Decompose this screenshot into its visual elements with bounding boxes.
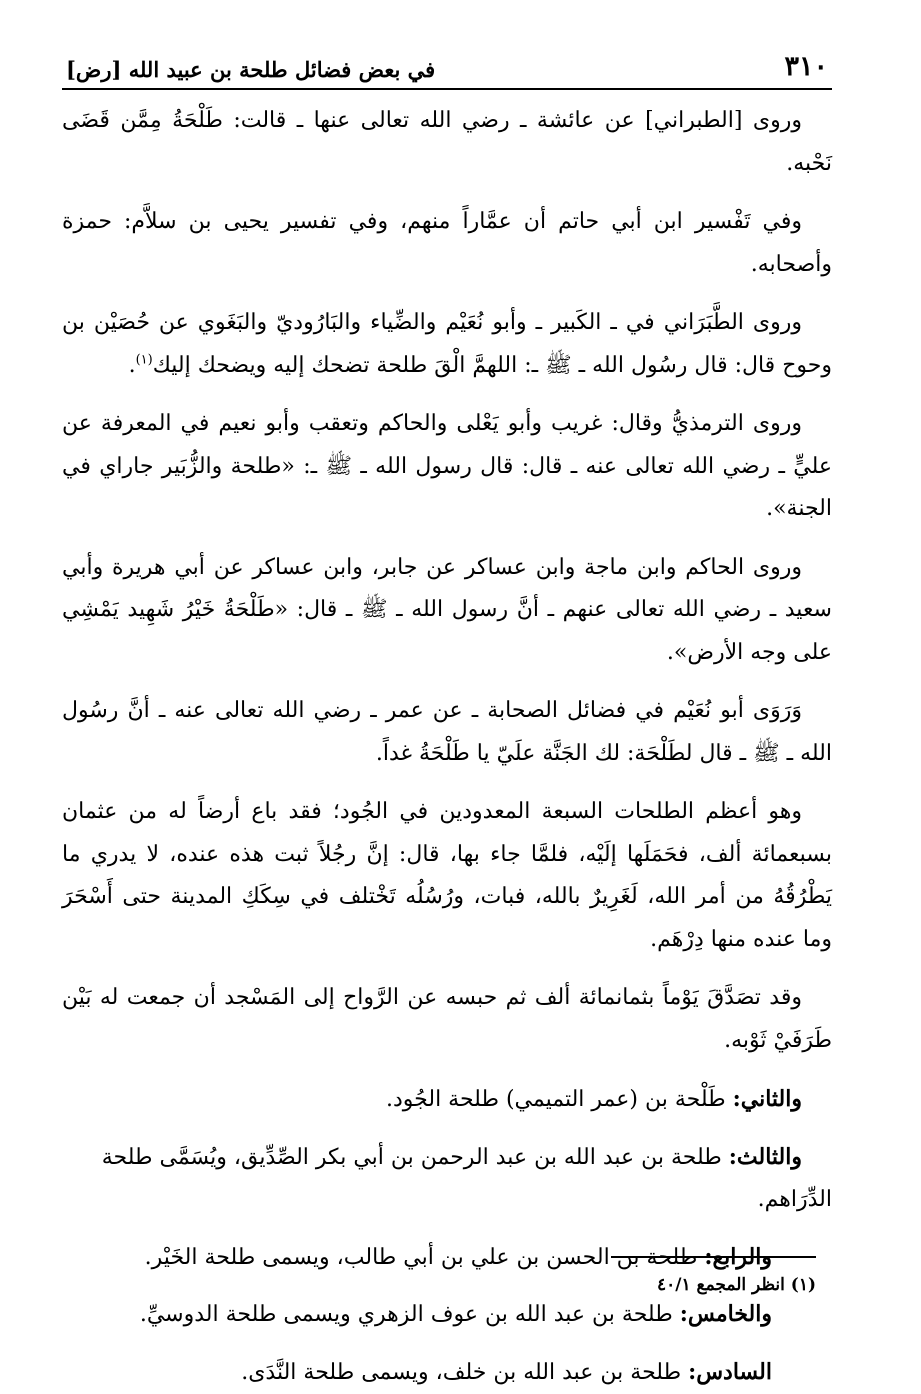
entry-text: طلحة بن عبد الله بن عوف الزهري ويسمى طلحة الدوسيِّ. — [140, 1302, 680, 1327]
entry-label: والثاني: — [733, 1086, 802, 1112]
footnote-divider — [611, 1256, 816, 1258]
paragraph: وَرَوَى أبو نُعَيْم في فضائل الصحابة ـ عن عمر ـ رضي الله تعالى عنه ـ أنَّ رسُول الله ـ ﷺ ـ قال لطَلْحَة: لك الجَنَّة علَيّ يا طَلْحَةُ غداً. — [62, 690, 832, 775]
entry-text: طلحة بن الحسن بن علي بن أبي طالب، ويسمى طلحة الخَيْر. — [145, 1245, 705, 1270]
list-item — [62, 1136, 832, 1222]
entry-label: السادس: — [688, 1359, 772, 1385]
paragraph: وروى الحاكم وابن ماجة وابن عساكر عن جابر، وابن عساكر عن أبي هريرة وأبي سعيد ـ رضي الله تعالى عنهم ـ أنَّ رسول الله ـ ﷺ ـ قال: «طَلْحَةُ خَيْرُ شَهِيد يَمْشِي على وجه الأرض». — [62, 547, 832, 675]
entry-label: والثالث: — [729, 1144, 802, 1170]
list-item — [62, 1293, 832, 1337]
paragraph: وقد تصَدَّقَ يَوْماً بثمانمائة ألف ثم حبسه عن الرَّواح إلى المَسْجد أن جمعت له بَيْن طَرَفَيْ ثَوْبه. — [62, 977, 832, 1062]
running-title: في بعض فضائل طلحة بن عبيد الله [رض] — [66, 57, 435, 82]
footnote-reference: (١) — [136, 352, 153, 367]
entry-text: طلحة بن عبد الله بن خلف، ويسمى طلحة النَّدَى. — [241, 1360, 688, 1385]
book-page — [62, 40, 832, 1340]
paragraph: وروى الترمذيُّ وقال: غريب وأبو يَعْلى والحاكم وتعقب وأبو نعيم في المعرفة عن عليٍّ ـ رضي الله تعالى عنه ـ قال: قال رسول الله ـ ﷺ ـ: «طلحة والزُّبَير جاراي في الجنة». — [62, 403, 832, 531]
page-header — [62, 40, 832, 90]
entry-text: طَلْحة بن (عمر التميمي) طلحة الجُود. — [386, 1087, 733, 1112]
list-item — [62, 1078, 832, 1122]
footnote: (١) انظر المجمع ٤٠/١ — [657, 1272, 816, 1298]
entry-label: والرابع: — [704, 1244, 772, 1270]
list-item — [62, 1351, 832, 1394]
page-body — [62, 90, 832, 1394]
paragraph: وهو أعظم الطلحات السبعة المعدودين في الجُود؛ فقد باع أرضاً له من عثمان بسبعمائة ألف، فحَمَلَها إلَيْه، فلمَّا جاء بها، قال: إنَّ رجُلاً ثبت هذه عنده، لا يدري ما يَطْرُقُهُ من أمر الله، لَغَرِيرٌ بالله، فبات، ورُسُلُه تَخْتلف في سِكَكِ المدينة حتى أَسْحَرَ وما عنده منها دِرْهَم. — [62, 791, 832, 961]
paragraph: وروى الطَّبَرَاني في ـ الكَبير ـ وأبو نُعَيْم والضِّياء والبَارُوديّ والبَغَوي عن حُصَيْن بن وحوح قال: قال رسُول الله ـ ﷺ ـ: اللهمَّ الْقَ طلحة تضحك إليه ويضحك إليك$^{(١)}$. — [62, 302, 832, 387]
paragraph: وروى [الطبراني] عن عائشة ـ رضي الله تعالى عنها ـ قالت: طَلْحَةُ مِمَّن قَضَى نَحْبه. — [62, 100, 832, 185]
paragraph-text: وروى الطَّبَرَاني في ـ الكَبير ـ وأبو نُعَيْم والضِّياء والبَارُوديّ والبَغَوي عن حُصَيْن بن وحوح قال: قال رسُول الله ـ ﷺ ـ: اللهمَّ الْقَ طلحة تضحك إليه ويضحك إليك — [62, 310, 832, 378]
page-number: ٣١٠ — [784, 51, 828, 82]
paragraph: وفي تَفْسير ابن أبي حاتم أن عمَّاراً منهم، وفي تفسير يحيى بن سلاَّم: حمزة وأصحابه. — [62, 201, 832, 286]
entry-label: والخامس: — [680, 1301, 772, 1327]
entry-text: طلحة بن عبد الله بن عبد الرحمن بن أبي بكر الصِّدِّيق، ويُسَمَّى طلحة الدِّرَاهم. — [102, 1145, 832, 1213]
